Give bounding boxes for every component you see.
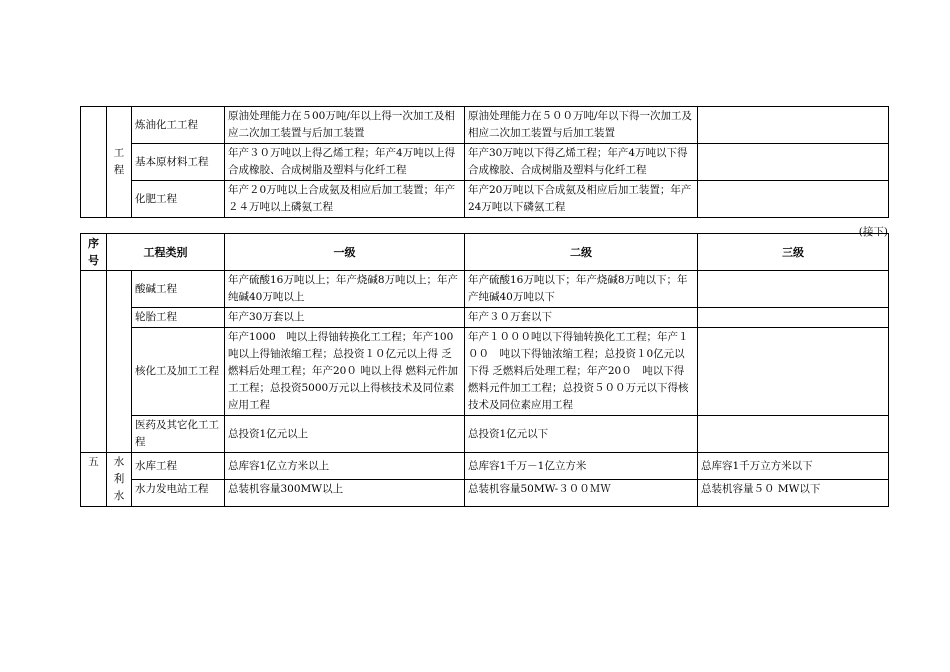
level3-cell bbox=[698, 308, 889, 328]
level1-cell: 总库容1亿立方米以上 bbox=[225, 453, 465, 480]
type-cell: 炼油化工工程 bbox=[132, 107, 225, 144]
level1-cell: 年产３０万吨以上得乙烯工程；年产4万吨以上得合成橡胶、合成树脂及塑料与化纤工程 bbox=[225, 144, 465, 181]
level2-cell: 年产硫酸16万吨以下；年产烧碱8万吨以下；年产纯碱40万吨以下 bbox=[465, 271, 698, 308]
seq-cell: 五 bbox=[81, 453, 107, 507]
header-type: 工程类别 bbox=[107, 234, 225, 271]
level3-cell: 总装机容量５０ MW以下 bbox=[698, 480, 889, 507]
type-cell: 医药及其它化工工程 bbox=[132, 416, 225, 453]
level2-cell: 年产１０００吨以下得铀转换化工工程；年产１００ 吨以下得铀浓缩工程；总投资１0亿元以下得 乏燃料后处理工程；年产20０ 吨以下得 燃料元件加工工程；总投资５００万元以下得核技术及同位素应用工程 bbox=[465, 328, 698, 416]
level3-cell bbox=[698, 144, 889, 181]
type-cell: 核化工及加工工程 bbox=[132, 328, 225, 416]
table-row bbox=[81, 271, 889, 308]
level3-cell bbox=[698, 181, 889, 218]
table-row bbox=[81, 181, 889, 218]
level3-cell: 总库容1千万立方米以下 bbox=[698, 453, 889, 480]
table-row bbox=[81, 144, 889, 181]
table-row bbox=[81, 107, 889, 144]
seq-cell bbox=[81, 107, 107, 218]
type-cell: 酸碱工程 bbox=[132, 271, 225, 308]
group-label: 工 程 bbox=[107, 107, 132, 218]
type-cell: 轮胎工程 bbox=[132, 308, 225, 328]
level1-cell: 年产２0万吨以上合成氨及相应后加工装置；年产２４万吨以上磷氨工程 bbox=[225, 181, 465, 218]
level3-cell bbox=[698, 107, 889, 144]
type-cell: 基本原材料工程 bbox=[132, 144, 225, 181]
group-label: 水 利 水 bbox=[107, 453, 132, 507]
level3-cell bbox=[698, 328, 889, 416]
type-cell: 水库工程 bbox=[132, 453, 225, 480]
table-row bbox=[81, 308, 889, 328]
level1-cell: 原油处理能力在５00万吨/年以上得一次加工及相应二次加工装置与后加工装置 bbox=[225, 107, 465, 144]
engineering-table-top bbox=[80, 106, 889, 218]
header-level2: 二级 bbox=[465, 234, 698, 271]
group-cell bbox=[107, 271, 132, 453]
header-seq: 序号 bbox=[81, 234, 107, 271]
level1-cell: 总投资1亿元以上 bbox=[225, 416, 465, 453]
type-cell: 化肥工程 bbox=[132, 181, 225, 218]
seq-cell bbox=[81, 271, 107, 453]
continued-note: (接下) bbox=[858, 226, 888, 238]
type-cell: 水力发电站工程 bbox=[132, 480, 225, 507]
header-row bbox=[81, 234, 889, 271]
level2-cell: 总投资1亿元以下 bbox=[465, 416, 698, 453]
level2-cell: 总库容1千万－1亿立方米 bbox=[465, 453, 698, 480]
level1-cell: 年产30万套以上 bbox=[225, 308, 465, 328]
level3-cell bbox=[698, 271, 889, 308]
table-row bbox=[81, 480, 889, 507]
table-row bbox=[81, 453, 889, 480]
level2-cell: 年产20万吨以下合成氨及相应后加工装置；年产24万吨以下磷氨工程 bbox=[465, 181, 698, 218]
level2-cell: 年产30万吨以下得乙烯工程；年产4万吨以下得合成橡胶、合成树脂及塑料与化纤工程 bbox=[465, 144, 698, 181]
level1-cell: 年产1000 吨以上得铀转换化工工程；年产100吨以上得铀浓缩工程；总投资１０亿元以上得 乏燃料后处理工程；年产20０ 吨以上得 燃料元件加工工程；总投资5000万元以上得核技术及同位素应用工程 bbox=[225, 328, 465, 416]
table-row bbox=[81, 416, 889, 453]
level3-cell bbox=[698, 416, 889, 453]
level2-cell: 总装机容量50MW-３００ＭＷ bbox=[465, 480, 698, 507]
engineering-table-bottom bbox=[80, 233, 889, 507]
level1-cell: 年产硫酸16万吨以上；年产烧碱8万吨以上；年产纯碱40万吨以上 bbox=[225, 271, 465, 308]
table-row bbox=[81, 328, 889, 416]
header-level1: 一级 bbox=[225, 234, 465, 271]
level2-cell: 年产３０万套以下 bbox=[465, 308, 698, 328]
level1-cell: 总装机容量300MW以上 bbox=[225, 480, 465, 507]
header-level3: 三级 bbox=[698, 234, 889, 271]
level2-cell: 原油处理能力在５００万吨/年以下得一次加工及相应二次加工装置与后加工装置 bbox=[465, 107, 698, 144]
